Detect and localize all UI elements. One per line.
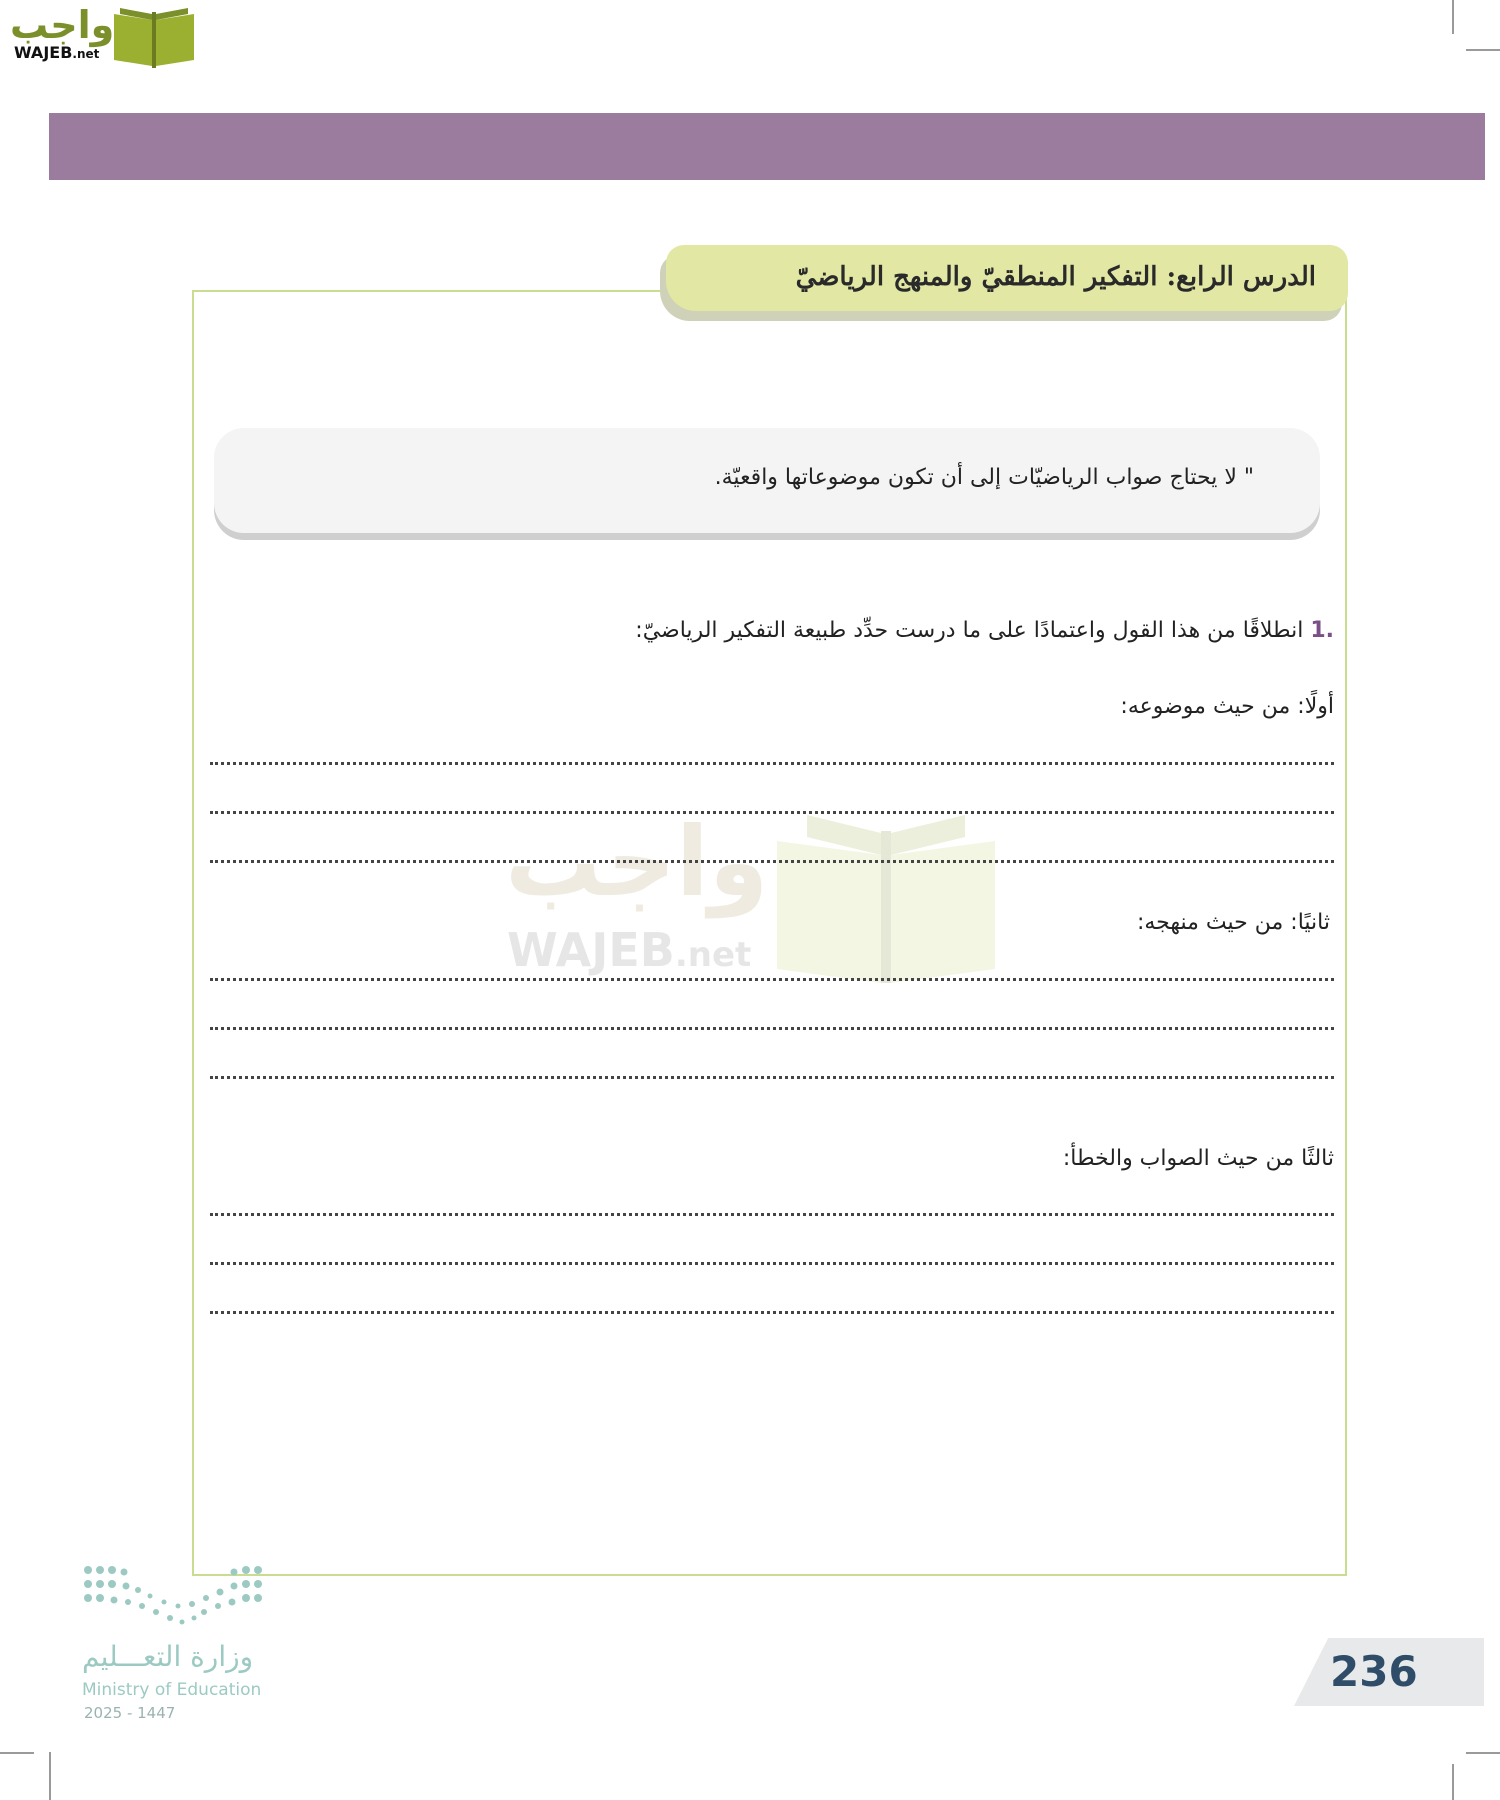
quote-box: " لا يحتاج صواب الرياضيّات إلى أن تكون موضوعاتها واقعيّة. [214, 428, 1320, 533]
answer-line[interactable] [210, 811, 1334, 814]
lesson-title: الدرس الرابع: التفكير المنطقيّ والمنهج الرياضيّ [666, 245, 1348, 311]
logo-latin-text: WAJEB.net [14, 43, 100, 62]
ministry-english-name: Ministry of Education [82, 1680, 262, 1700]
ministry-arabic-name: وزارة التعـــليم [82, 1640, 254, 1673]
question-number: .1 [1310, 618, 1334, 643]
ministry-dots-icon [82, 1562, 272, 1628]
part-label-third: ثالثًا من حيث الصواب والخطأ: [1062, 1146, 1334, 1171]
answer-line[interactable] [210, 1311, 1334, 1314]
crop-mark [1452, 1764, 1454, 1800]
answer-line[interactable] [210, 1213, 1334, 1216]
watermark-latin-text: WAJEB.net [507, 923, 752, 977]
watermark-arabic-text: واجب [505, 806, 769, 918]
crop-mark [1466, 49, 1500, 51]
book-icon [112, 6, 196, 68]
question-text: انطلاقًا من هذا القول واعتمادًا على ما درست حدِّد طبيعة التفكير الرياضيّ: [635, 618, 1304, 643]
page-number: 236 [1330, 1647, 1418, 1696]
question-1 [635, 618, 1334, 643]
academic-year: 2025 - 1447 [84, 1704, 176, 1722]
answer-line[interactable] [210, 860, 1334, 863]
ministry-logo [82, 1562, 292, 1732]
crop-mark [49, 1752, 51, 1800]
answer-line[interactable] [210, 1027, 1334, 1030]
wajeb-logo[interactable] [8, 4, 198, 68]
answer-line[interactable] [210, 978, 1334, 981]
part-label-first: أولًا: من حيث موضوعه: [1120, 694, 1334, 719]
crop-mark [1452, 0, 1454, 34]
crop-mark [0, 1752, 34, 1754]
header-banner [49, 113, 1485, 180]
answer-line[interactable] [210, 1262, 1334, 1265]
answer-line[interactable] [210, 762, 1334, 765]
logo-arabic-text: واجب [10, 3, 115, 47]
answer-line[interactable] [210, 1076, 1334, 1079]
part-label-second: ثانيًا: من حيث منهجه: [1136, 910, 1330, 935]
crop-mark [1466, 1752, 1500, 1754]
